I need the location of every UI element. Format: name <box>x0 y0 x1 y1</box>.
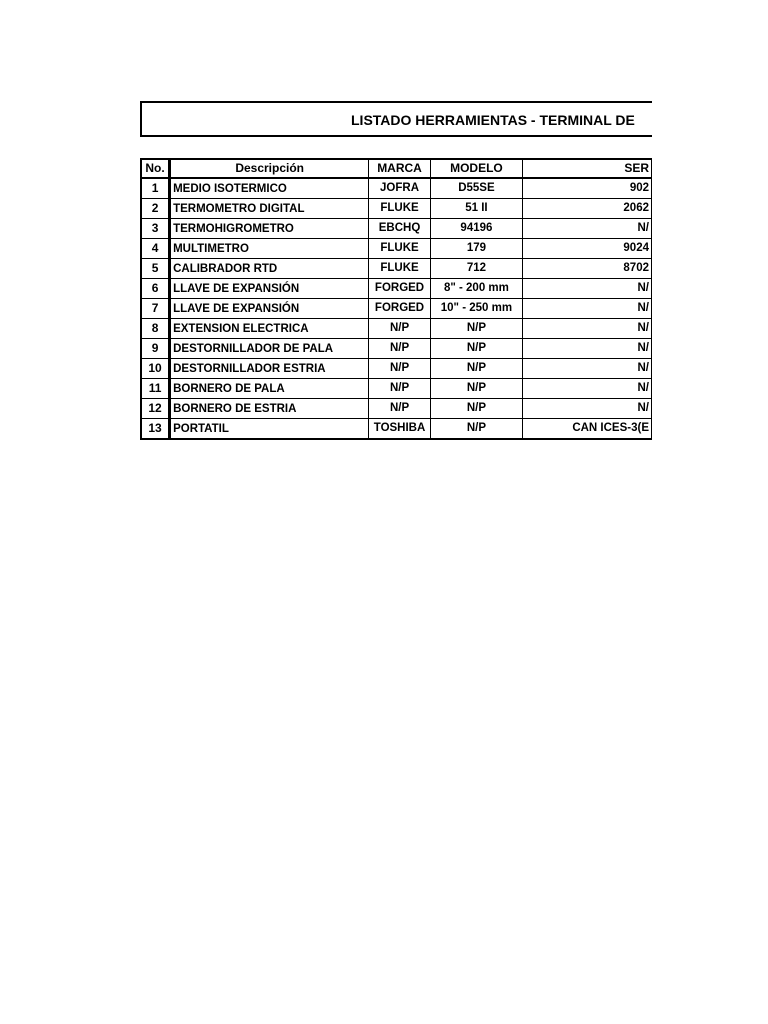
row-marca: FLUKE <box>369 199 431 219</box>
row-serie: 8702 <box>523 259 652 279</box>
row-number: 10 <box>141 359 170 379</box>
row-description: EXTENSION ELECTRICA <box>170 319 369 339</box>
row-marca: EBCHQ <box>369 219 431 239</box>
table-row <box>141 279 652 299</box>
row-serie: CAN ICES-3(E <box>523 419 652 440</box>
row-modelo: N/P <box>430 379 522 399</box>
table-row <box>141 419 652 440</box>
row-modelo: N/P <box>430 319 522 339</box>
row-serie: 902 <box>523 178 652 199</box>
row-number: 13 <box>141 419 170 440</box>
row-marca: FLUKE <box>369 239 431 259</box>
table-row <box>141 359 652 379</box>
row-marca: N/P <box>369 379 431 399</box>
table-row <box>141 399 652 419</box>
row-number: 1 <box>141 178 170 199</box>
row-marca: N/P <box>369 339 431 359</box>
row-number: 2 <box>141 199 170 219</box>
header-no: No. <box>141 159 170 178</box>
header-marca: MARCA <box>369 159 431 178</box>
row-modelo: N/P <box>430 359 522 379</box>
row-number: 11 <box>141 379 170 399</box>
row-modelo: N/P <box>430 419 522 440</box>
header-serie: SER <box>523 159 652 178</box>
row-marca: FORGED <box>369 279 431 299</box>
row-description: PORTATIL <box>170 419 369 440</box>
row-serie: N/ <box>523 339 652 359</box>
row-modelo: 51 II <box>430 199 522 219</box>
row-serie: N/ <box>523 399 652 419</box>
row-serie: N/ <box>523 279 652 299</box>
row-number: 12 <box>141 399 170 419</box>
row-number: 3 <box>141 219 170 239</box>
tools-table <box>140 158 652 440</box>
document-title: LISTADO HERRAMIENTAS - TERMINAL DE <box>351 112 635 128</box>
row-modelo: N/P <box>430 339 522 359</box>
row-description: CALIBRADOR RTD <box>170 259 369 279</box>
title-box <box>140 101 652 137</box>
row-description: LLAVE DE EXPANSIÓN <box>170 279 369 299</box>
row-description: BORNERO DE PALA <box>170 379 369 399</box>
row-marca: FLUKE <box>369 259 431 279</box>
row-description: LLAVE DE EXPANSIÓN <box>170 299 369 319</box>
row-modelo: D55SE <box>430 178 522 199</box>
row-number: 9 <box>141 339 170 359</box>
row-description: MULTIMETRO <box>170 239 369 259</box>
row-modelo: 8" - 200 mm <box>430 279 522 299</box>
row-serie: N/ <box>523 299 652 319</box>
row-modelo: 712 <box>430 259 522 279</box>
row-modelo: 10" - 250 mm <box>430 299 522 319</box>
header-descripcion: Descripción <box>170 159 369 178</box>
table-row <box>141 219 652 239</box>
row-serie: N/ <box>523 359 652 379</box>
row-serie: N/ <box>523 319 652 339</box>
row-description: BORNERO DE ESTRIA <box>170 399 369 419</box>
row-serie: N/ <box>523 219 652 239</box>
row-description: TERMOMETRO DIGITAL <box>170 199 369 219</box>
table-row <box>141 339 652 359</box>
row-number: 6 <box>141 279 170 299</box>
table-row <box>141 319 652 339</box>
row-marca: TOSHIBA <box>369 419 431 440</box>
row-number: 7 <box>141 299 170 319</box>
row-marca: N/P <box>369 359 431 379</box>
table-row <box>141 178 652 199</box>
table-header-row <box>141 159 652 178</box>
row-modelo: N/P <box>430 399 522 419</box>
table-row <box>141 379 652 399</box>
row-modelo: 94196 <box>430 219 522 239</box>
row-number: 8 <box>141 319 170 339</box>
table-row <box>141 199 652 219</box>
table-row <box>141 239 652 259</box>
row-description: DESTORNILLADOR DE PALA <box>170 339 369 359</box>
row-marca: N/P <box>369 319 431 339</box>
header-modelo: MODELO <box>430 159 522 178</box>
row-number: 5 <box>141 259 170 279</box>
row-marca: N/P <box>369 399 431 419</box>
row-serie: N/ <box>523 379 652 399</box>
row-serie: 2062 <box>523 199 652 219</box>
row-number: 4 <box>141 239 170 259</box>
row-description: DESTORNILLADOR ESTRIA <box>170 359 369 379</box>
row-marca: JOFRA <box>369 178 431 199</box>
row-marca: FORGED <box>369 299 431 319</box>
row-modelo: 179 <box>430 239 522 259</box>
row-description: TERMOHIGROMETRO <box>170 219 369 239</box>
row-description: MEDIO ISOTERMICO <box>170 178 369 199</box>
row-serie: 9024 <box>523 239 652 259</box>
table-row <box>141 259 652 279</box>
table-row <box>141 299 652 319</box>
